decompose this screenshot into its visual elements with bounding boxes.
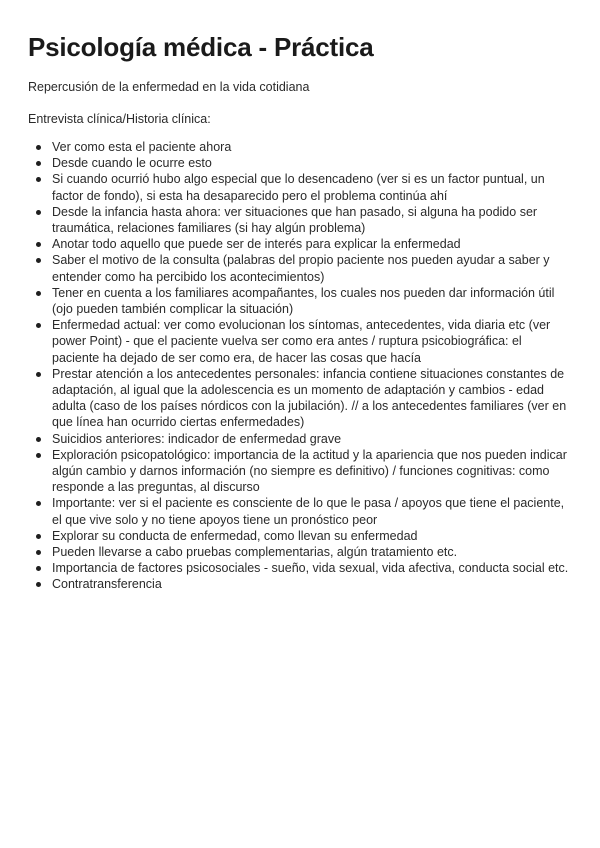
bullet-dot-icon (36, 582, 41, 587)
list-item-text: Pueden llevarse a cabo pruebas complementarias, algún tratamiento etc. (52, 545, 458, 560)
bullet-dot-icon (36, 323, 41, 328)
list-item-text: Explorar su conducta de enfermedad, como llevan su enfermedad (52, 528, 418, 543)
page-title: Psicología médica - Práctica (28, 32, 374, 62)
page-subtitle: Repercusión de la enfermedad en la vida cotidiana (28, 80, 310, 94)
bullet-dot-icon (36, 501, 41, 506)
list-item-text: Contratransferencia (52, 577, 162, 592)
list-item (28, 317, 572, 366)
list-item-text: Exploración psicopatológico: importancia de la actitud y la apariencia que nos pueden indicar algún cambio y darnos información (no siempre es definitivo) / funciones cognitivas: como responde a las preguntas, al discurso (52, 447, 567, 495)
bullet-dot-icon (36, 550, 41, 555)
list-item (28, 155, 572, 171)
list-item-text: Desde la infancia hasta ahora: ver situaciones que han pasado, si alguna ha podido ser traumática, relaciones familiares (si hay algún problema) (52, 204, 538, 236)
bullet-dot-icon (36, 242, 41, 247)
list-item (28, 236, 572, 252)
list-item-text: Si cuando ocurrió hubo algo especial que lo desencadeno (ver si es un factor puntual, un factor de fondo), si esta ha desaparecido pero el problema continúa ahí (52, 172, 545, 203)
bullet-dot-icon (36, 566, 41, 571)
list-item (28, 252, 572, 284)
list-item-text: Importancia de factores psicosociales - sueño, vida sexual, vida afectiva, conducta social etc. (52, 561, 569, 576)
list-item (28, 431, 572, 447)
bullet-dot-icon (36, 291, 41, 296)
list-item (28, 528, 572, 544)
list-item (28, 544, 572, 560)
list-item (28, 285, 572, 317)
list-item (28, 495, 572, 527)
list-item-text: Saber el motivo de la consulta (palabras del propio paciente nos pueden ayudar a saber y entender como ha percibido los acontecimientos) (52, 253, 550, 284)
list-item (28, 576, 572, 592)
list-item-text: Enfermedad actual: ver como evolucionan los síntomas, antecedentes, vida diaria etc (ver power Point) - que el paciente vuelva ser como era antes / ruptura psicobiográfica: el paciente ha dejado de ser como era, de hacer las cosas que hacía (52, 318, 551, 365)
bullet-dot-icon (36, 372, 41, 377)
bullet-dot-icon (36, 258, 41, 263)
list-item (28, 366, 572, 431)
list-item-text: Ver como esta el paciente ahora (52, 140, 232, 154)
section-label: Entrevista clínica/Historia clínica: (28, 112, 211, 126)
list-item-text: Prestar atención a los antecedentes personales: infancia contiene situaciones constantes de adaptación, al igual que la adolescencia es un momento de adaptación y cambios - edad adulta (caso de los países nórdicos con la jubilación). // a los antecedentes familiares (ver en que línea han ocurrido ciertas enfermedades) (52, 366, 567, 430)
bullet-dot-icon (36, 177, 41, 182)
list-item-text: Suicidios anteriores: indicador de enfermedad grave (52, 431, 342, 446)
list-item (28, 447, 572, 496)
list-item-text: Anotar todo aquello que puede ser de interés para explicar la enfermedad (52, 237, 461, 252)
bullet-dot-icon (36, 210, 41, 215)
bullet-list (28, 139, 572, 593)
list-item (28, 139, 572, 155)
bullet-dot-icon (36, 161, 41, 166)
bullet-dot-icon (36, 453, 41, 458)
bullet-dot-icon (36, 534, 41, 539)
list-item (28, 171, 572, 203)
bullet-dot-icon (36, 145, 41, 150)
list-item-text: Tener en cuenta a los familiares acompañantes, los cuales nos pueden dar información útil (ojo pueden también complicar la situación) (52, 285, 555, 317)
list-item-text: Desde cuando le ocurre esto (52, 156, 212, 171)
list-item-text: Importante: ver si el paciente es consciente de lo que le pasa / apoyos que tiene el paciente, el que vive solo y no tiene apoyos tiene un pronóstico peor (52, 496, 565, 527)
bullet-dot-icon (36, 437, 41, 442)
list-item (28, 560, 572, 576)
list-item (28, 204, 572, 236)
